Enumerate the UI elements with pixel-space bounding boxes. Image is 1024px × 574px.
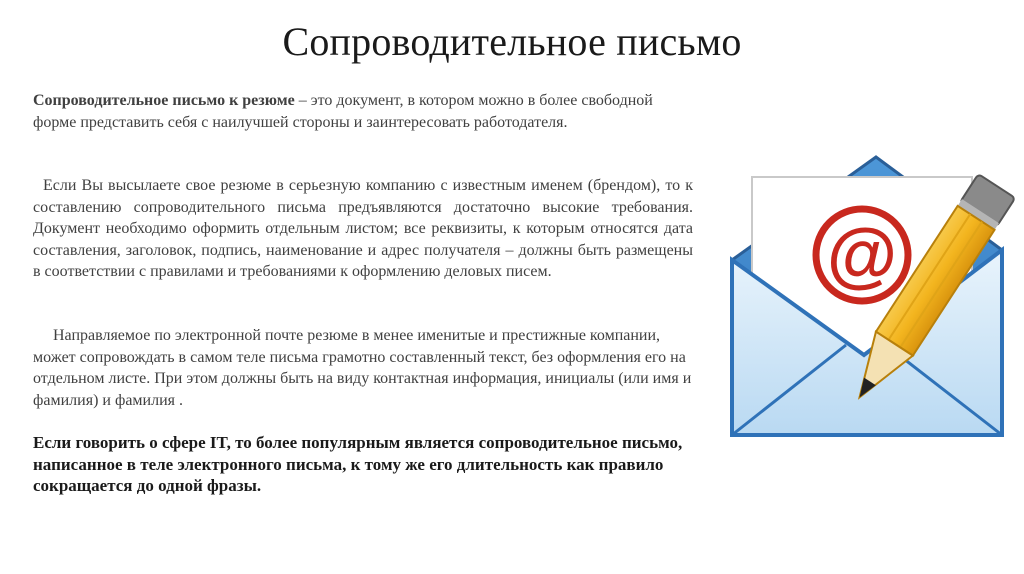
paragraph-definition-term: Сопроводительное письмо к резюме: [33, 92, 295, 109]
paragraph-definition: [33, 90, 693, 133]
paragraph-definition-text: – это документ, в котором можно в более свободной форме представить себя с наилучшей стороны и заинтересовать работодателя.: [33, 92, 653, 131]
paragraph-email-letter: Направляемое по электронной почте резюме в менее именитые и престижные компании, может сопровождать в самом теле письма грамотно составленный текст, без оформления его на отдельном листе. При этом должны быть на виду контактная информация, инициалы (или имя и фамилия) и фамилия .: [33, 327, 692, 409]
paragraph-it-sphere: Если говорить о сфере IT, то более популярным является сопроводительное письмо, написанное в теле электронного письма, к тому же его длительность как правило сокращается до одной фразы.: [33, 433, 683, 495]
slide-title: Сопроводительное письмо: [282, 19, 742, 64]
at-symbol-icon: [816, 209, 908, 301]
svg-text:@: @: [826, 215, 898, 295]
email-envelope-with-pencil-icon: [726, 155, 1016, 445]
paragraph-formal-letter: Если Вы высылаете свое резюме в серьезную компанию с известным именем (брендом), то к составлению сопроводительного письма предъявляются достаточно высокие требования. Документ необходимо оформить отдельным листом; все реквизиты, к которым относятся дата составления, заголовок, подпись, наименование и адрес получателя – должны быть размещены в соответствии с правилами и требованиями к оформлению деловых писем.: [33, 177, 693, 280]
